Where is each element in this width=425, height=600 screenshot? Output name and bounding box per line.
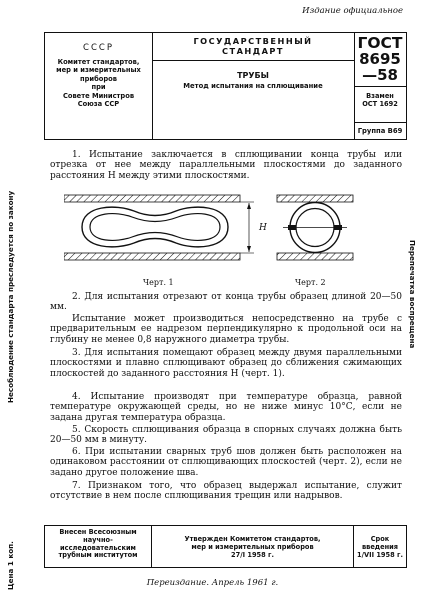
left-vertical-notice: Несоблюдение стандарта преследуется по закону xyxy=(6,190,15,403)
dimension-h-label: H xyxy=(259,223,267,233)
figure-2-welded-tube xyxy=(275,193,355,269)
paragraph-4: 3. Для испытания помещают образец между двумя параллельными плоскостями и плавно сплющивают образец до сближения сжимающих плоскостей до заданного расстояния H (черт. 1). xyxy=(50,348,402,379)
weld-seam-left xyxy=(288,225,296,230)
bottom-plate xyxy=(277,253,353,260)
figure-1-flattened-tube xyxy=(64,193,274,269)
replaces-value: ОСТ 1692 xyxy=(362,100,398,108)
paragraph-5: 4. Испытание производят при температуре образца, равной температуре окружающей среды, но не ниже минус 10°С, если не задана другая температура образца. xyxy=(50,392,402,423)
committee-name xyxy=(45,58,152,108)
right-vertical-notice: Перепечатка воспрещена xyxy=(408,240,417,349)
state-standard-line: ГОСУДАРСТВЕННЫЙ xyxy=(193,36,313,46)
approved-cell xyxy=(152,526,354,567)
top-plate xyxy=(277,195,353,202)
weld-seam-right xyxy=(334,225,342,230)
gost-cell xyxy=(354,33,406,139)
paragraph-2: 2. Для испытания отрезают от конца трубы образец длиной 20—50 мм. xyxy=(50,292,402,313)
paragraph-1: 1. Испытание заключается в сплющивании конца трубы или отрезка от нее между параллельными плоскостями до заданного расстояния H между этими плоскостями. xyxy=(50,150,402,181)
approved-line: 27/I 1958 г. xyxy=(231,550,274,559)
price-label: Цена 1 коп. xyxy=(6,541,15,590)
state-standard-line: СТАНДАРТ xyxy=(222,45,284,56)
approved-line: Утвержден Комитетом стандартов, xyxy=(184,535,321,543)
figure-2-caption: Черт. 2 xyxy=(295,278,326,287)
outer-contour xyxy=(82,207,228,247)
introduced-by-line: научно- xyxy=(83,535,113,544)
figure-1-caption: Черт. 1 xyxy=(143,278,174,287)
committee-line: Совете Министров xyxy=(62,91,135,100)
introduced-by-cell xyxy=(45,526,152,567)
document-title: ТРУБЫ xyxy=(237,71,269,80)
gost-label: ГОСТ xyxy=(357,34,403,52)
effective-line: 1/VII 1958 г. xyxy=(357,550,403,559)
document-subtitle: Метод испытания на сплющивание xyxy=(183,82,323,90)
approved-line: мер и измерительных приборов xyxy=(191,542,314,551)
introduced-by-line: исследовательским xyxy=(60,543,136,552)
bottom-plate xyxy=(64,253,240,260)
top-plate xyxy=(64,195,240,202)
committee-line: Комитет стандартов, xyxy=(57,58,140,66)
replaces-label: Взамен xyxy=(366,92,394,100)
committee-line: при xyxy=(91,83,106,92)
issuer-cell xyxy=(45,33,153,139)
committee-line: приборов xyxy=(80,74,117,83)
gost-number: 8695—58 xyxy=(354,51,406,87)
state-standard-label xyxy=(152,33,354,61)
replaces-info xyxy=(354,92,406,108)
paragraph-8: 7. Признаком того, что образец выдержал испытание, служит отсутствие в нем после сплющивания трещин или надрывов. xyxy=(50,481,402,502)
introduced-by-line: трубным институтом xyxy=(58,551,138,560)
ussr-label: СССР xyxy=(83,43,114,53)
inner-contour xyxy=(90,214,220,241)
introduced-by-line: Внесен Всесоюзным xyxy=(59,528,137,536)
effective-date-cell xyxy=(354,526,406,567)
footer-block xyxy=(44,525,407,568)
reissue-note: Переиздание. Апрель 1961 г. xyxy=(146,578,279,588)
edition-label: Издание официальное xyxy=(302,6,403,16)
paragraph-3: Испытание может производиться непосредственно на трубе с предварительным ее надрезом перпендикулярно к продольной оси на глубину не менее 0,8 наружного диаметра трубы. xyxy=(50,314,402,345)
effective-line: Срок введения xyxy=(361,535,399,551)
committee-line: Союза ССР xyxy=(77,100,120,109)
group-label: Группа В69 xyxy=(354,122,406,139)
title-cell xyxy=(152,33,355,139)
paragraph-7: 6. При испытании сварных труб шов должен быть расположен на одинаковом расстоянии от сплющивающих плоскостей (черт. 2), если не задано другое положение шва. xyxy=(50,447,402,478)
header-block xyxy=(44,32,407,140)
paragraph-6: 5. Скорость сплющивания образца в спорных случаях должна быть 20—50 мм в минуту. xyxy=(50,425,402,446)
committee-line: мер и измерительных xyxy=(56,66,141,75)
